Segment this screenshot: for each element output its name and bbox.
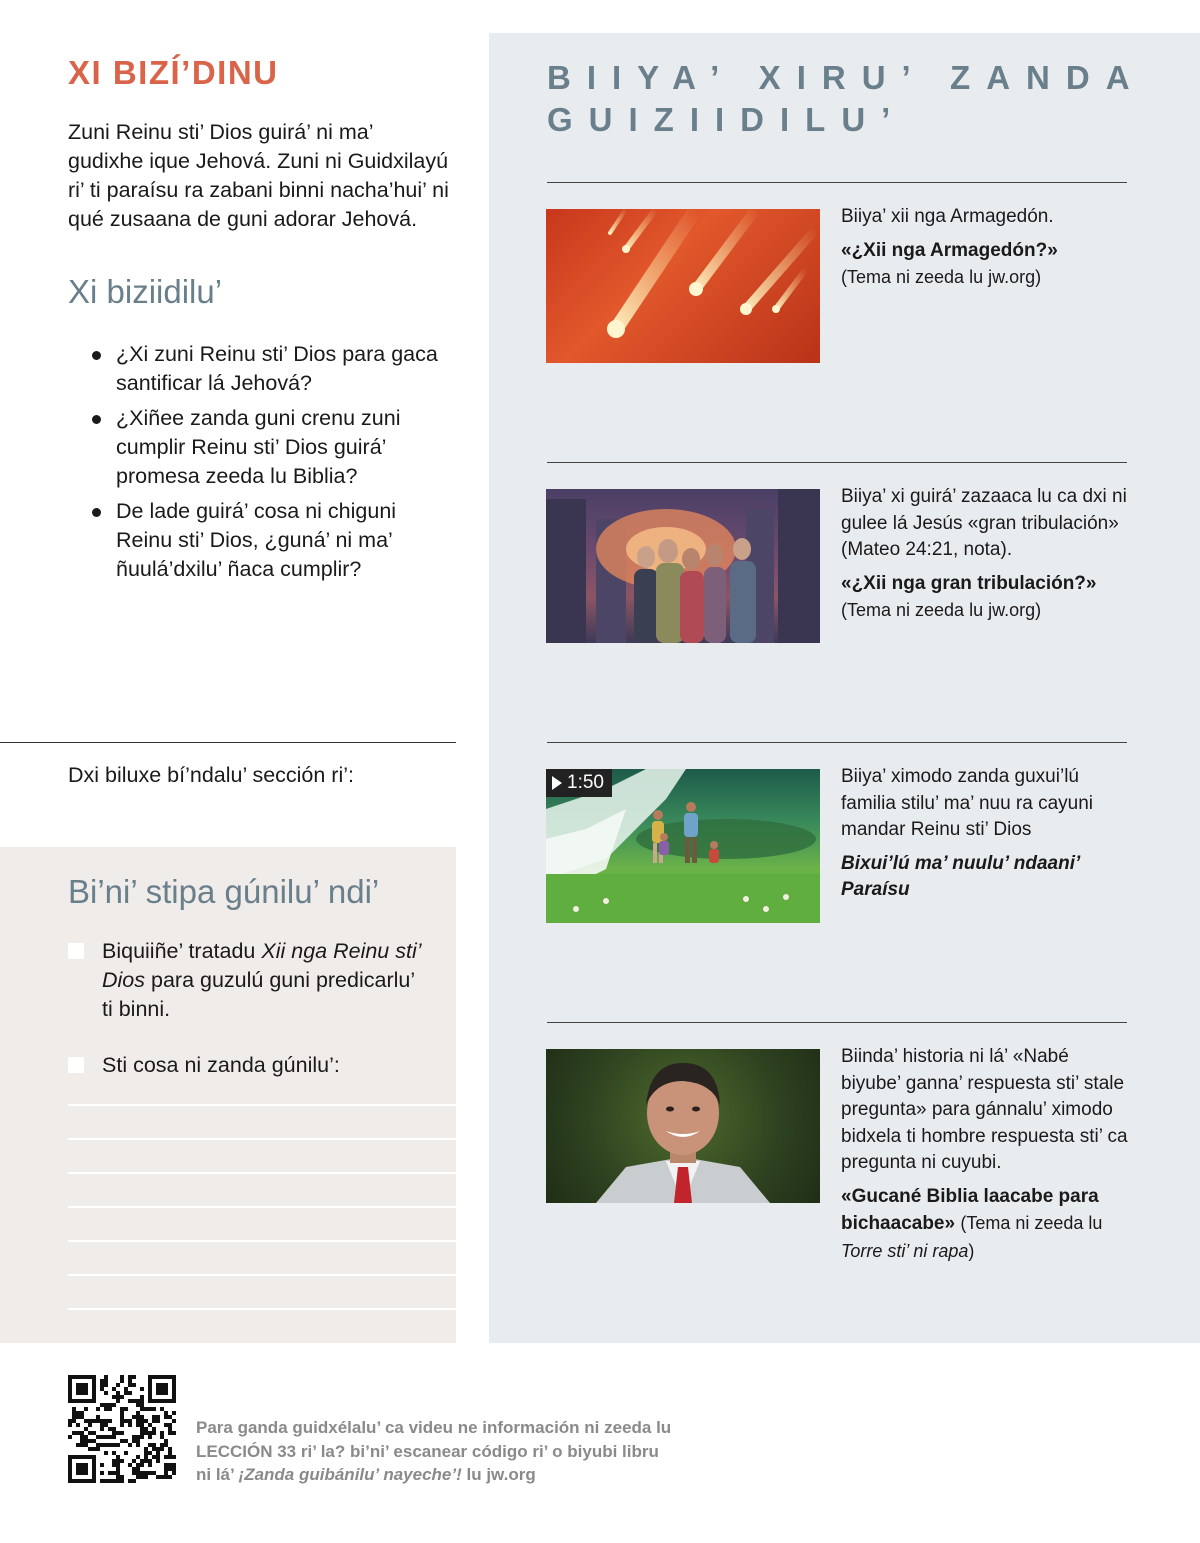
review-title: Xi biziidilu’ bbox=[68, 273, 223, 310]
ref-link[interactable]: «¿Xii nga Armagedón?» bbox=[841, 239, 1058, 261]
tribulation-image[interactable] bbox=[546, 489, 820, 643]
write-line[interactable] bbox=[68, 1274, 456, 1276]
section-divider bbox=[0, 742, 456, 743]
item-text: Biiya’ xi guirá’ zazaaca lu ca dxi ni gulee lá Jesús «gran tribulación» (Mateo 24:21, nota). «¿Xii nga gran tribulación?» (Tema ni zeeda lu jw.org) bbox=[841, 486, 1127, 620]
summary-text: Zuni Reinu sti’ Dios guirá’ ni ma’ gudixhe ique Jehová. Zuni ni Guidxilayú ri’ ti paraísu ra zabani binni nacha’hui’ ni qué zusaana de guni adorar Jehová. bbox=[68, 120, 449, 231]
review-question: De lade guirá’ cosa ni chiguni Reinu sti’ Dios, ¿guná’ ni ma’ ñuulá’dxilu’ ñaca cumplir? bbox=[88, 497, 458, 584]
goals-title: Bi’ni’ stipa gúnilu’ ndi’ bbox=[68, 873, 380, 910]
qr-code-icon[interactable] bbox=[68, 1375, 176, 1483]
family-in-city-illustration bbox=[546, 489, 820, 643]
goal-item-other[interactable]: Sti cosa ni zanda gúnilu’: bbox=[68, 1051, 428, 1080]
item-divider bbox=[547, 1022, 1127, 1023]
meteor-illustration bbox=[546, 209, 820, 363]
play-icon bbox=[552, 776, 562, 790]
write-line[interactable] bbox=[68, 1240, 456, 1242]
item-divider bbox=[547, 182, 1127, 183]
ref-link[interactable]: «¿Xii nga gran tribulación?» bbox=[841, 572, 1097, 594]
meteor-image[interactable] bbox=[546, 209, 820, 363]
explore-title: BIIYA’ XIRU’ ZANDA GUIZIIDILU’ bbox=[547, 59, 1145, 138]
write-line[interactable] bbox=[68, 1138, 456, 1140]
video-duration-badge[interactable]: 1:50 bbox=[546, 769, 612, 797]
bullet-icon bbox=[92, 508, 101, 517]
item-text: Biinda’ historia ni lá’ «Nabé biyube’ ganna’ respuesta sti’ stale pregunta» para gánnalu’ ximodo bidxela ti hombre respuesta sti’ ca pregunta ni cuyubi. «Gucané Biblia laacabe para bichaacabe» (Tema ni zeeda lu Torre sti’ ni rapa) bbox=[841, 1046, 1128, 1261]
review-questions bbox=[88, 340, 458, 590]
checkbox[interactable] bbox=[68, 1057, 84, 1073]
item-divider bbox=[547, 462, 1127, 463]
smiling-man-photo bbox=[546, 1049, 820, 1203]
write-line[interactable] bbox=[68, 1206, 456, 1208]
bullet-icon bbox=[92, 415, 101, 424]
item-text: Biiya’ xii nga Armagedón. «¿Xii nga Armagedón?» (Tema ni zeeda lu jw.org) bbox=[841, 206, 1058, 287]
goal-item-tract[interactable]: Biquiiñe’ tratadu Xii nga Reinu sti’ Dios para guzulú guni predicarlu’ ti binni. bbox=[68, 937, 428, 1024]
item-text: Biiya’ ximodo zanda guxui’lú familia stilu’ ma’ nuu ra cayuni mandar Reinu sti’ Dios Bixui’lú ma’ nuulu’ ndaani’ Paraísu bbox=[841, 766, 1094, 900]
completion-date-label: Dxi biluxe bí’ndalu’ sección ri’: bbox=[68, 763, 354, 787]
bullet-icon bbox=[92, 351, 101, 360]
checkbox[interactable] bbox=[68, 943, 84, 959]
goals-panel bbox=[0, 847, 456, 1343]
ref-link[interactable]: «Gucané Biblia laacabe para bichaacabe» bbox=[841, 1185, 1099, 1234]
item-divider bbox=[547, 742, 1127, 743]
write-line[interactable] bbox=[68, 1104, 456, 1106]
write-line[interactable] bbox=[68, 1172, 456, 1174]
summary-title: XI BIZÍ’DINU bbox=[68, 54, 279, 91]
explore-panel bbox=[489, 33, 1200, 1343]
review-question: ¿Xi zuni Reinu sti’ Dios para gaca santificar lá Jehová? bbox=[88, 340, 458, 398]
footer-note: Para ganda guidxélalu’ ca videu ne información ni zeeda lu LECCIÓN 33 ri’ la? bi’ni’ escanear código ri’ o biyubi libru ni lá’ ¡Zanda guibánilu’ nayeche’! lu jw.org bbox=[196, 1418, 672, 1484]
video-thumbnail[interactable] bbox=[546, 769, 820, 923]
write-line[interactable] bbox=[68, 1308, 456, 1310]
video-link[interactable]: Bixui’lú ma’ nuulu’ ndaani’ Paraísu bbox=[841, 852, 1080, 900]
review-question: ¿Xiñee zanda guni crenu zuni cumplir Reinu sti’ Dios guirá’ promesa zeeda lu Biblia? bbox=[88, 404, 458, 491]
portrait-image[interactable] bbox=[546, 1049, 820, 1203]
